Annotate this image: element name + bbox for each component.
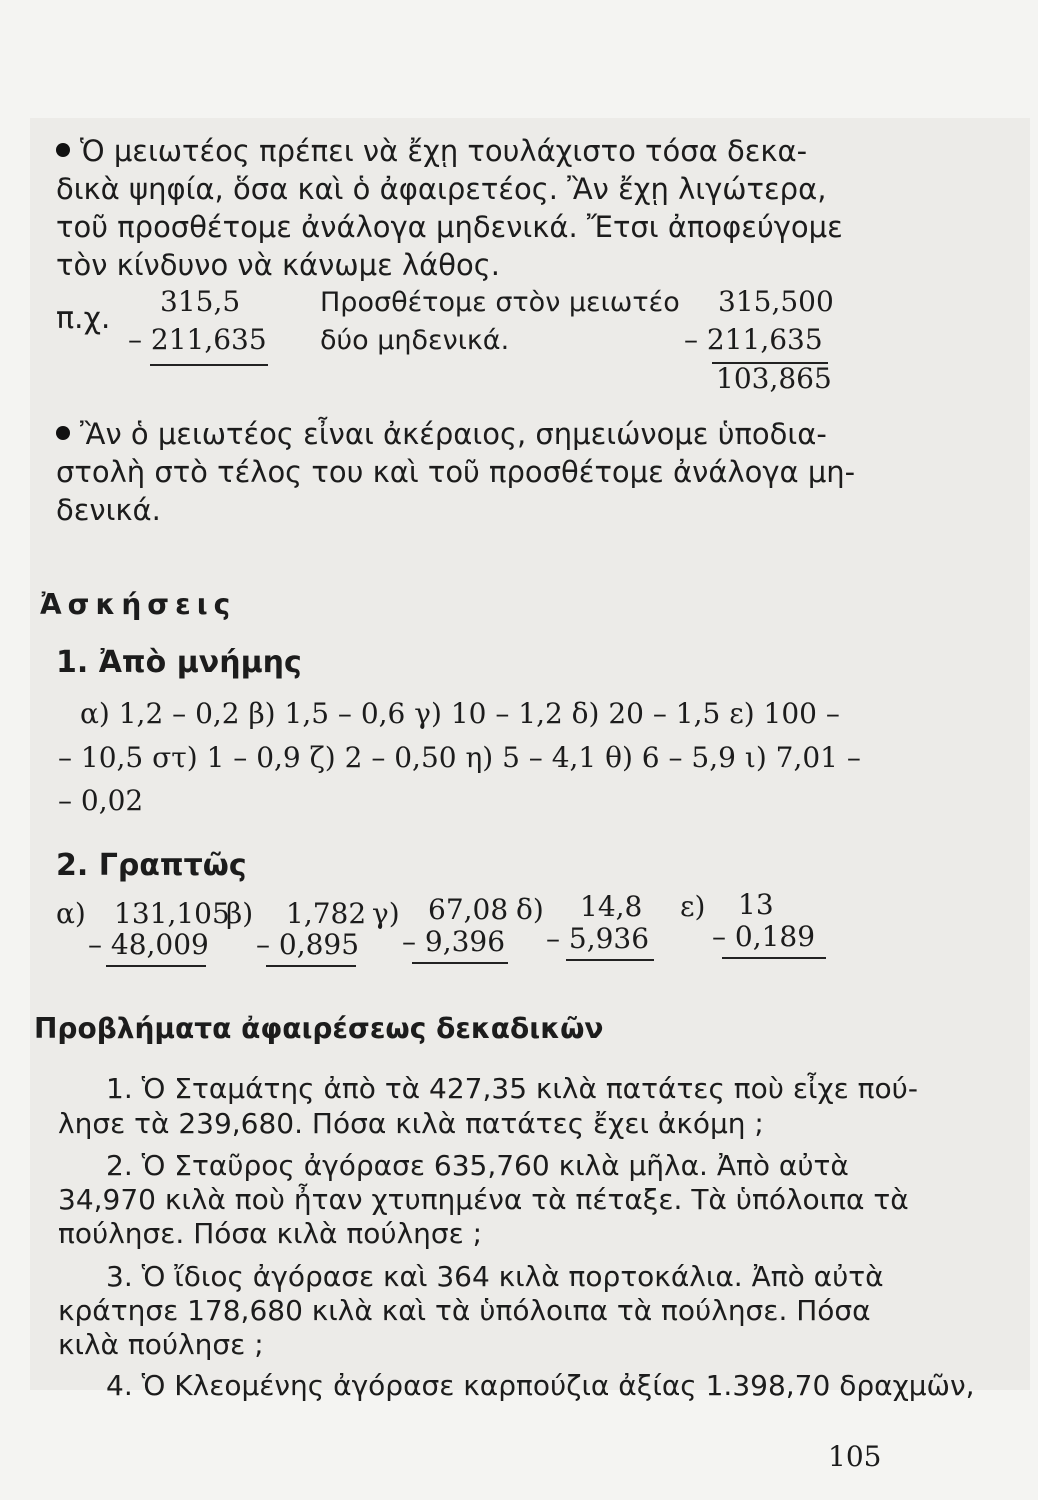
problem3-line1: 3. Ὁ ἴδιος ἀγόρασε καὶ 364 κιλὰ πορτοκάλια. Ἀπὸ αὐτὰ bbox=[106, 1260, 884, 1293]
bullet-dot-icon bbox=[56, 143, 70, 157]
example-subtrahend: – 211,635 bbox=[128, 323, 267, 356]
bullet-dot-icon bbox=[56, 426, 70, 440]
sub-a-top: 131,105 bbox=[114, 897, 230, 930]
sub-c-bottom: – 9,396 bbox=[402, 925, 506, 958]
section1-line1: α) 1,2 – 0,2 β) 1,5 – 0,6 γ) 10 – 1,2 δ) 20 – 1,5 ε) 100 – bbox=[80, 697, 840, 730]
sub-c-label: γ) bbox=[372, 897, 400, 930]
sub-b-label: β) bbox=[226, 897, 254, 930]
problem3-line2: κράτησε 178,680 κιλὰ καὶ τὰ ὑπόλοιπα τὰ πούλησε. Πόσα bbox=[58, 1294, 871, 1327]
section1-title: 1. Ἀπὸ μνήμης bbox=[56, 645, 302, 680]
bullet1-line2: δικὰ ψηφία, ὅσα καὶ ὁ ἀφαιρετέος. Ἂν ἔχῃ λιγώτερα, bbox=[56, 172, 827, 206]
problem3-line3: κιλὰ πούλησε ; bbox=[58, 1328, 264, 1361]
sub-d-rule bbox=[566, 959, 654, 961]
problem2-line1: 2. Ὁ Σταῦρος ἀγόρασε 635,760 κιλὰ μῆλα. Ἀπὸ αὐτὰ bbox=[106, 1149, 849, 1182]
bullet-rule-2 bbox=[56, 416, 827, 453]
section1-line3: – 0,02 bbox=[58, 784, 144, 817]
sub-c-top: 67,08 bbox=[428, 893, 509, 926]
example-minuend: 315,5 bbox=[160, 285, 241, 318]
sub-e-rule bbox=[722, 957, 826, 959]
bullet2-line2: στολὴ στὸ τέλος του καὶ τοῦ προσθέτομε ἀνάλογα μη- bbox=[56, 455, 856, 489]
section1-line2: – 10,5 στ) 1 – 0,9 ζ) 2 – 0,50 η) 5 – 4,1 θ) 6 – 5,9 ι) 7,01 – bbox=[58, 741, 861, 774]
sub-a-label: α) bbox=[56, 897, 86, 930]
sub-e-bottom: – 0,189 bbox=[712, 920, 816, 953]
section2-title: 2. Γραπτῶς bbox=[56, 848, 247, 883]
problem2-line2: 34,970 κιλὰ ποὺ ἦταν χτυπημένα τὰ πέταξε. Τὰ ὑπόλοιπα τὰ bbox=[58, 1183, 909, 1216]
sub-d-label: δ) bbox=[516, 893, 544, 926]
problem1-line2: λησε τὰ 239,680. Πόσα κιλὰ πατάτες ἔχει ἀκόμη ; bbox=[58, 1107, 764, 1140]
example-prefix: π.χ. bbox=[56, 301, 111, 336]
bullet1-line4: τὸν κίνδυνο νὰ κάνωμε λάθος. bbox=[56, 248, 500, 282]
bullet1-line3: τοῦ προσθέτομε ἀνάλογα μηδενικά. Ἔτσι ἀποφεύγομε bbox=[56, 210, 843, 244]
sub-a-rule bbox=[106, 965, 206, 967]
sub-b-top: 1,782 bbox=[286, 897, 367, 930]
example-note-line1: Προσθέτομε στὸν μειωτέο bbox=[320, 287, 680, 318]
sub-b-rule bbox=[266, 965, 356, 967]
problem4-line1: 4. Ὁ Κλεομένης ἀγόρασε καρπούζια ἀξίας 1.398,70 δραχμῶν, bbox=[106, 1369, 975, 1402]
example-result: 103,865 bbox=[716, 362, 832, 395]
bullet1-line1: Ὁ μειωτέος πρέπει νὰ ἔχῃ τουλάχιστο τόσα δεκα- bbox=[80, 134, 808, 168]
sub-a-bottom: – 48,009 bbox=[88, 928, 209, 961]
sub-e-label: ε) bbox=[680, 890, 706, 923]
problems-title: Προβλήματα ἀφαιρέσεως δεκαδικῶν bbox=[34, 1012, 604, 1045]
example-left-rule bbox=[150, 364, 268, 366]
example-minuend-padded: 315,500 bbox=[718, 285, 834, 318]
sub-b-bottom: – 0,895 bbox=[256, 928, 360, 961]
page-number: 105 bbox=[828, 1440, 882, 1473]
example-subtrahend-right: – 211,635 bbox=[684, 323, 823, 356]
problem2-line3: πούλησε. Πόσα κιλὰ πούλησε ; bbox=[58, 1217, 483, 1250]
example-note-line2: δύο μηδενικά. bbox=[320, 325, 510, 356]
sub-d-top: 14,8 bbox=[580, 890, 643, 923]
sub-d-bottom: – 5,936 bbox=[546, 922, 650, 955]
exercises-title: Ἀσκήσεις bbox=[40, 588, 237, 621]
bullet-rule-1 bbox=[56, 133, 807, 170]
bullet2-line3: δενικά. bbox=[56, 493, 161, 527]
problem1-line1: 1. Ὁ Σταμάτης ἀπὸ τὰ 427,35 κιλὰ πατάτες ποὺ εἶχε πού- bbox=[106, 1072, 918, 1105]
sub-e-top: 13 bbox=[738, 888, 774, 921]
sub-c-rule bbox=[412, 962, 508, 964]
bullet2-line1: Ἂν ὁ μειωτέος εἶναι ἀκέραιος, σημειώνομε ὑποδια- bbox=[80, 417, 827, 451]
